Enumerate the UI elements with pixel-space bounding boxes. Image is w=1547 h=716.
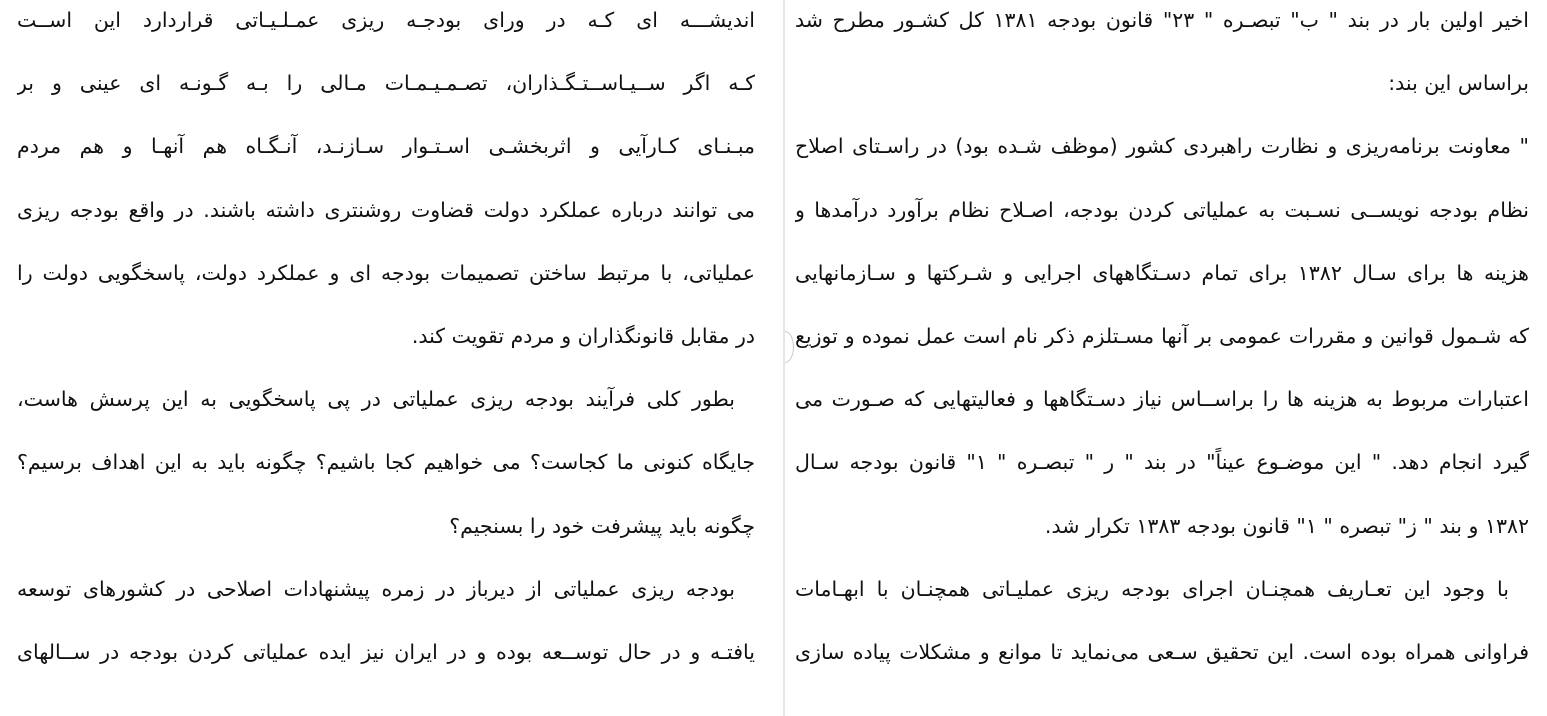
- text-line: اعتبارات مربوط به هزینه ها را براســاس نیاز دسـتگاهها و فعالیتهایی که صـورت می: [795, 387, 1529, 412]
- text-line: بطور کلی فرآیند بودجه ریزی عملیاتی در پی پاسخگویی به این پرسش هاست،: [17, 387, 735, 412]
- text-line: نظام بودجه نویســی نسـبت به عملیاتی کردن بودجه، اصـلاح نظام برآورد درآمدها و: [795, 197, 1529, 222]
- text-line: اخیر اولین بار در بند " ب" تبصـره " ۲۳" قانون بودجه ۱۳۸۱ کل کشـور مطرح شد: [795, 8, 1529, 32]
- text-line: " معاونت برنامه‌ریزی و نظارت راهبردی کشور (موظف شـده بود) در راسـتای اصلاح: [795, 134, 1529, 159]
- text-line: یافتـه و در حال توســعه بوده و در ایران نیز ایده عملیاتی کردن بودجه در ســالهای: [17, 640, 755, 664]
- text-line: ۱۳۸۲ و بند " ز" تبصره " ۱" قانون بودجه ۱۳۸۳ تکرار شد.: [1044, 513, 1529, 538]
- text-line: فراوانی همراه بوده است. این تحقیق سـعی می‌نماید تا موانع و مشکلات پیاده سازی: [795, 640, 1529, 664]
- text-line: عملیاتی، با مرتبط ساختن تصمیمات بودجه ای و عملکرد دولت، پاسخگویی دولت را: [17, 260, 755, 285]
- text-line: با وجود این تعـاریف همچنـان اجرای بودجه ریزی عملیـاتی همچنـان با ابهـامات: [795, 576, 1509, 601]
- text-line: کـه اگر ســیـاســتـگـذاران، تصـمـیـمـات مـالی را بـه گـونـه ای عینی و بر: [17, 71, 755, 96]
- page-edge-handle[interactable]: [785, 331, 794, 363]
- text-line: می توانند درباره عملکرد دولت قضاوت روشنتری داشته باشند. در واقع بودجه ریزی: [17, 197, 755, 222]
- text-line: بودجه ریزی عملیاتی از دیرباز در زمره پیشنهادات اصلاحی در کشورهای توسعه: [17, 576, 735, 601]
- text-line: چگونه باید پیشرفت خود را بسنجیم؟: [449, 513, 755, 538]
- text-line: براساس این بند:: [1388, 71, 1529, 96]
- text-line: گیرد انجام دهد. " این موضـوع عیناً" در بند " ر " تبصـره " ۱" قانون بودجه سـال: [795, 450, 1529, 475]
- text-line: که شـمول قوانین و مقررات عمومی بر آنها مسـتلزم ذکر نام است عمل نموده و توزیع: [795, 324, 1529, 348]
- text-line: مبـنـای کـارآیی و اثربخشـی اسـتـوار سـازنـد، آنـگـاه هم آنهـا و هم مردم: [17, 134, 755, 159]
- text-line: اندیشـــه ای کـه در ورای بودجـه ریزی عمـلـیـاتی قراردارد این اســت: [17, 8, 755, 32]
- text-line: جایگاه کنونی ما کجاست؟ می خواهیم کجا باشیم؟ چگونه باید به این اهداف برسیم؟: [17, 450, 755, 475]
- text-line: در مقابل قانونگذاران و مردم تقویت کند.: [411, 324, 755, 348]
- right-page: [785, 0, 1547, 716]
- text-line: هزینه ها برای سـال ۱۳۸۲ برای تمام دسـتگاههای اجرایی و شـرکتها و سـازمانهایی: [795, 260, 1529, 285]
